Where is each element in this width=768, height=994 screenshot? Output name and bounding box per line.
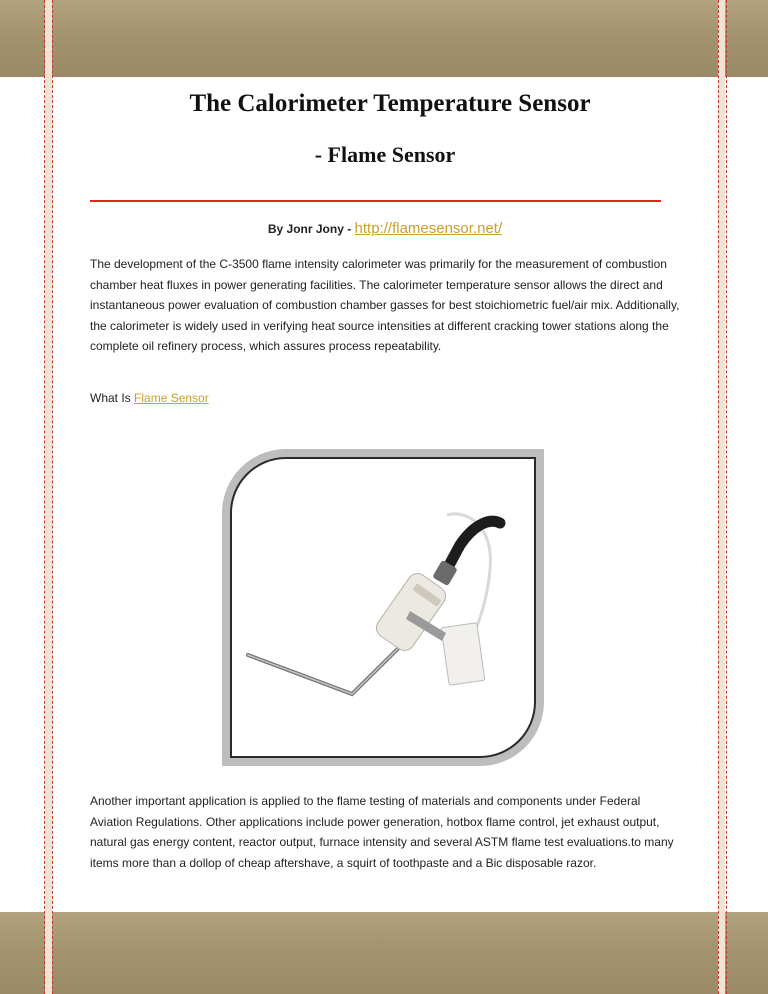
byline [90, 220, 680, 237]
page-title: The Calorimeter Temperature Sensor [189, 90, 591, 117]
right-dashed-border [726, 0, 727, 994]
left-dashed-border [44, 0, 45, 994]
what-is-line [90, 388, 680, 409]
intro-paragraph: The development of the C-3500 flame intensity calorimeter was primarily for the measurement of combustion chamber heat fluxes in power generating facilities. The calorimeter temperature sensor allows the direct and instantaneous power evaluation of combustion chamber gasses for best stoichiometric fuel/air mix. Additionally, the calorimeter is widely used in verifying heat source intensities at different cracking tower stations along the complete oil refinery process, which assures process repeatability. [90, 257, 680, 353]
left-margin-strip [45, 0, 52, 994]
applications-paragraph: Another important application is applied to the flame testing of materials and components under Federal Aviation Regulations. Other applications include power generation, hotbox flame control, jet exhaust output, natural gas energy content, reactor output, furnace intensity and several ASTM flame test evaluations.to many items more than a dollop of cheap aftershave, a squirt of toothpaste and a Bic disposable razor. [90, 794, 674, 870]
author-site-link[interactable]: http://flamesensor.net/ [354, 220, 503, 237]
header-band [0, 0, 768, 77]
flame-sensor-link[interactable]: Flame Sensor [134, 391, 209, 405]
flame-sensor-illustration [232, 459, 534, 756]
flame-sensor-photo [232, 459, 534, 756]
title-divider [90, 200, 661, 202]
what-is-prefix: What Is [90, 391, 131, 405]
right-dashed-border-inner [718, 0, 719, 994]
author-name: By Jonr Jony - [267, 222, 352, 236]
left-dashed-border-inner [52, 0, 53, 994]
right-margin-strip [718, 0, 725, 994]
footer-band [0, 912, 768, 994]
page-subtitle: - Flame Sensor [314, 142, 456, 167]
